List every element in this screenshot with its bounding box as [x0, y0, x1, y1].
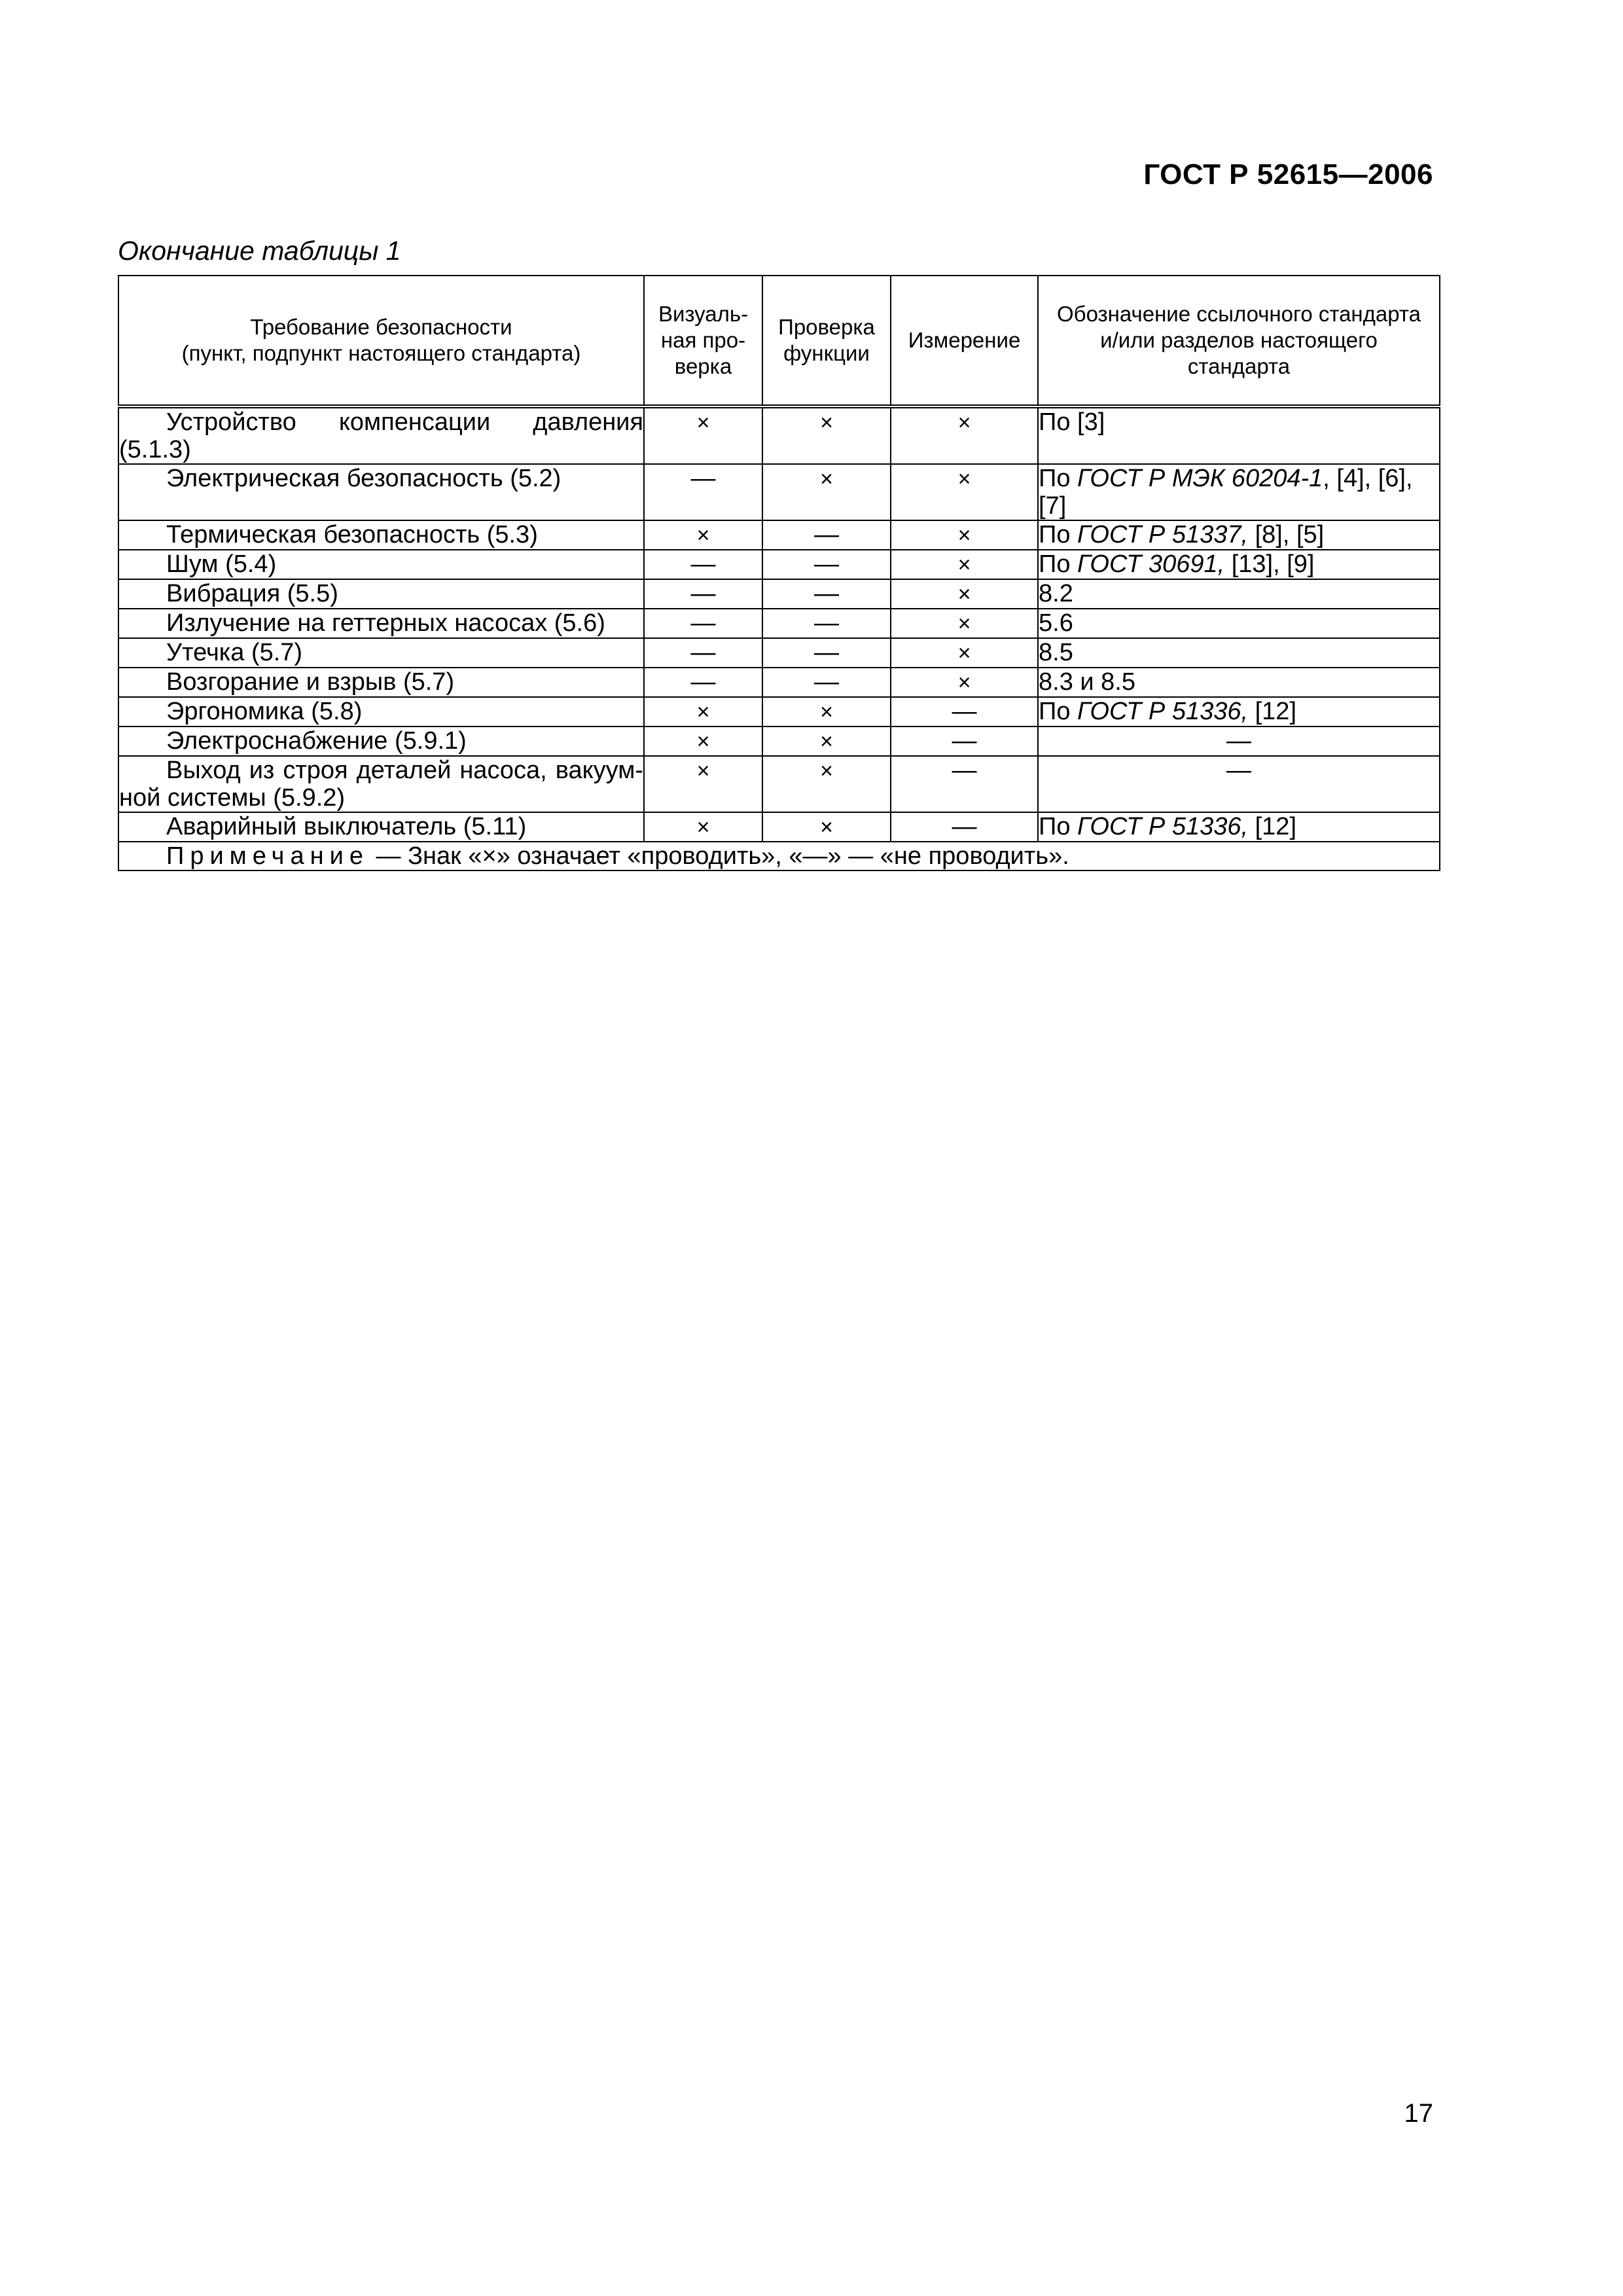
cross-mark: ×	[820, 759, 833, 783]
reference-cell	[1038, 668, 1440, 697]
requirement-cell	[118, 406, 644, 464]
reference-cell	[1038, 756, 1440, 812]
dash-mark: —	[952, 698, 977, 725]
function-mark-cell	[762, 812, 891, 842]
visual-mark-cell	[644, 756, 762, 812]
table-row	[118, 464, 1440, 520]
measure-mark-cell	[891, 756, 1038, 812]
visual-mark-cell	[644, 726, 762, 756]
measure-mark-cell	[891, 638, 1038, 668]
cross-mark: ×	[820, 815, 833, 840]
reference-prefix: 8.3 и 8.5	[1039, 668, 1135, 696]
dash-mark: —	[814, 580, 839, 607]
reference-cell	[1038, 609, 1440, 638]
visual-mark-cell	[644, 464, 762, 520]
table-row	[118, 697, 1440, 726]
function-mark-cell	[762, 520, 891, 550]
dash-mark: —	[952, 727, 977, 755]
requirement-text: Излучение на геттерных насосах (5.6)	[166, 609, 605, 637]
measure-mark-cell	[891, 406, 1038, 464]
table-row	[118, 579, 1440, 609]
requirement-text: Эргономика (5.8)	[166, 698, 363, 725]
reference-prefix: 5.6	[1039, 609, 1073, 637]
cross-mark: ×	[696, 815, 710, 840]
visual-mark-cell	[644, 520, 762, 550]
cross-mark: ×	[957, 670, 971, 695]
requirement-text: Утечка (5.7)	[166, 639, 303, 666]
reference-prefix: 8.2	[1039, 580, 1073, 607]
visual-mark-cell	[644, 638, 762, 668]
reference-suffix: [3]	[1077, 408, 1105, 436]
measure-mark-cell	[891, 579, 1038, 609]
measure-mark-cell	[891, 726, 1038, 756]
reference-suffix: [12]	[1248, 698, 1297, 725]
dash-mark: —	[690, 639, 716, 666]
reference-standard: ГОСТ Р 51337,	[1077, 521, 1249, 548]
requirement-cell	[118, 756, 644, 812]
requirement-text: Шум (5.4)	[166, 550, 277, 578]
table-row	[118, 668, 1440, 697]
cross-mark: ×	[696, 410, 710, 435]
function-mark-cell	[762, 697, 891, 726]
dash-mark: —	[690, 465, 716, 492]
reference-suffix: , [4], [6], [7]	[1039, 465, 1413, 520]
requirement-text: Выход из строя деталей насоса, вакуум-ной системы (5.9.2)	[119, 757, 643, 812]
table-row	[118, 726, 1440, 756]
dash-mark: —	[690, 550, 716, 578]
requirement-text: Возгорание и взрыв (5.7)	[166, 668, 455, 696]
requirement-cell	[118, 668, 644, 697]
reference-standard: ГОСТ 30691,	[1077, 550, 1225, 578]
reference-suffix: [13], [9]	[1224, 550, 1315, 578]
measure-mark-cell	[891, 697, 1038, 726]
requirement-text: Термическая безопасность (5.3)	[166, 521, 538, 548]
measure-mark-cell	[891, 550, 1038, 579]
cross-mark: ×	[696, 523, 710, 548]
table-row	[118, 550, 1440, 579]
requirement-cell	[118, 520, 644, 550]
dash-mark: —	[814, 550, 839, 578]
reference-prefix: По	[1039, 408, 1078, 436]
requirements-table	[118, 275, 1440, 871]
visual-mark-cell	[644, 406, 762, 464]
column-header-function: Проверка функции	[762, 276, 891, 406]
cross-mark: ×	[820, 410, 833, 435]
column-header-visual: Визуаль- ная про- верка	[644, 276, 762, 406]
reference-cell	[1038, 812, 1440, 842]
document-standard-code: ГОСТ Р 52615—2006	[1143, 158, 1433, 190]
reference-standard: ГОСТ Р МЭК 60204-1	[1077, 465, 1323, 492]
table-row	[118, 609, 1440, 638]
measure-mark-cell	[891, 668, 1038, 697]
reference-cell	[1038, 550, 1440, 579]
function-mark-cell	[762, 406, 891, 464]
table-row	[118, 520, 1440, 550]
requirement-text: Аварийный выключатель (5.11)	[166, 813, 527, 840]
reference-prefix: По	[1039, 521, 1078, 548]
visual-mark-cell	[644, 609, 762, 638]
cross-mark: ×	[957, 467, 971, 492]
table-row	[118, 756, 1440, 812]
reference-standard: ГОСТ Р 51336,	[1077, 813, 1249, 840]
cross-mark: ×	[820, 467, 833, 492]
function-mark-cell	[762, 668, 891, 697]
reference-prefix: —	[1226, 757, 1251, 784]
column-header-measure: Измерение	[891, 276, 1038, 406]
reference-cell	[1038, 520, 1440, 550]
requirement-text: Электрическая безопасность (5.2)	[166, 465, 562, 492]
column-header-requirement: Требование безопасности (пункт, подпункт настоящего стандарта)	[118, 276, 644, 406]
dash-mark: —	[814, 609, 839, 637]
dash-mark: —	[952, 813, 977, 840]
visual-mark-cell	[644, 550, 762, 579]
requirement-cell	[118, 638, 644, 668]
requirement-text: Электроснабжение (5.9.1)	[166, 727, 467, 755]
function-mark-cell	[762, 726, 891, 756]
function-mark-cell	[762, 638, 891, 668]
requirement-text: Устройство компенсации давления (5.1.3)	[119, 408, 643, 463]
requirement-cell	[118, 726, 644, 756]
column-header-reference: Обозначение ссылочного стандарта и/или разделов настоящего стандарта	[1038, 276, 1440, 406]
reference-suffix: [8], [5]	[1248, 521, 1325, 548]
reference-cell	[1038, 464, 1440, 520]
note-label: Примечание	[166, 842, 369, 870]
requirement-cell	[118, 609, 644, 638]
reference-prefix: По	[1039, 465, 1078, 492]
visual-mark-cell	[644, 579, 762, 609]
table-row	[118, 638, 1440, 668]
function-mark-cell	[762, 609, 891, 638]
dash-mark: —	[690, 609, 716, 637]
cross-mark: ×	[696, 700, 710, 725]
requirement-cell	[118, 697, 644, 726]
dash-mark: —	[814, 521, 839, 548]
function-mark-cell	[762, 756, 891, 812]
cross-mark: ×	[957, 552, 971, 577]
measure-mark-cell	[891, 812, 1038, 842]
requirement-cell	[118, 812, 644, 842]
function-mark-cell	[762, 464, 891, 520]
reference-prefix: По	[1039, 698, 1078, 725]
requirement-text: Вибрация (5.5)	[166, 580, 338, 607]
reference-cell	[1038, 726, 1440, 756]
reference-prefix: По	[1039, 550, 1078, 578]
cross-mark: ×	[957, 523, 971, 548]
table-caption: Окончание таблицы 1	[118, 236, 401, 266]
measure-mark-cell	[891, 520, 1038, 550]
reference-cell	[1038, 697, 1440, 726]
cross-mark: ×	[957, 582, 971, 607]
reference-prefix: 8.5	[1039, 639, 1073, 666]
cross-mark: ×	[696, 729, 710, 754]
table-header-row	[118, 276, 1440, 406]
function-mark-cell	[762, 550, 891, 579]
page-number: 17	[1404, 2099, 1433, 2128]
cross-mark: ×	[820, 700, 833, 725]
table-note	[118, 842, 1440, 870]
cross-mark: ×	[957, 410, 971, 435]
dash-mark: —	[952, 757, 977, 784]
reference-standard: ГОСТ Р 51336,	[1077, 698, 1249, 725]
visual-mark-cell	[644, 812, 762, 842]
dash-mark: —	[690, 580, 716, 607]
requirement-cell	[118, 550, 644, 579]
reference-prefix: По	[1039, 813, 1078, 840]
requirement-cell	[118, 464, 644, 520]
cross-mark: ×	[820, 729, 833, 754]
dash-mark: —	[690, 668, 716, 696]
measure-mark-cell	[891, 609, 1038, 638]
table-row	[118, 406, 1440, 464]
function-mark-cell	[762, 579, 891, 609]
reference-cell	[1038, 638, 1440, 668]
dash-mark: —	[814, 639, 839, 666]
table-note-row	[118, 842, 1440, 870]
reference-cell	[1038, 579, 1440, 609]
cross-mark: ×	[957, 641, 971, 666]
measure-mark-cell	[891, 464, 1038, 520]
requirement-cell	[118, 579, 644, 609]
table-row	[118, 812, 1440, 842]
cross-mark: ×	[696, 759, 710, 783]
visual-mark-cell	[644, 668, 762, 697]
reference-prefix: —	[1226, 727, 1251, 755]
note-text: — Знак «×» означает «проводить», «—» — «не проводить».	[368, 842, 1069, 870]
visual-mark-cell	[644, 697, 762, 726]
cross-mark: ×	[957, 611, 971, 636]
dash-mark: —	[814, 668, 839, 696]
reference-suffix: [12]	[1248, 813, 1297, 840]
reference-cell	[1038, 406, 1440, 464]
